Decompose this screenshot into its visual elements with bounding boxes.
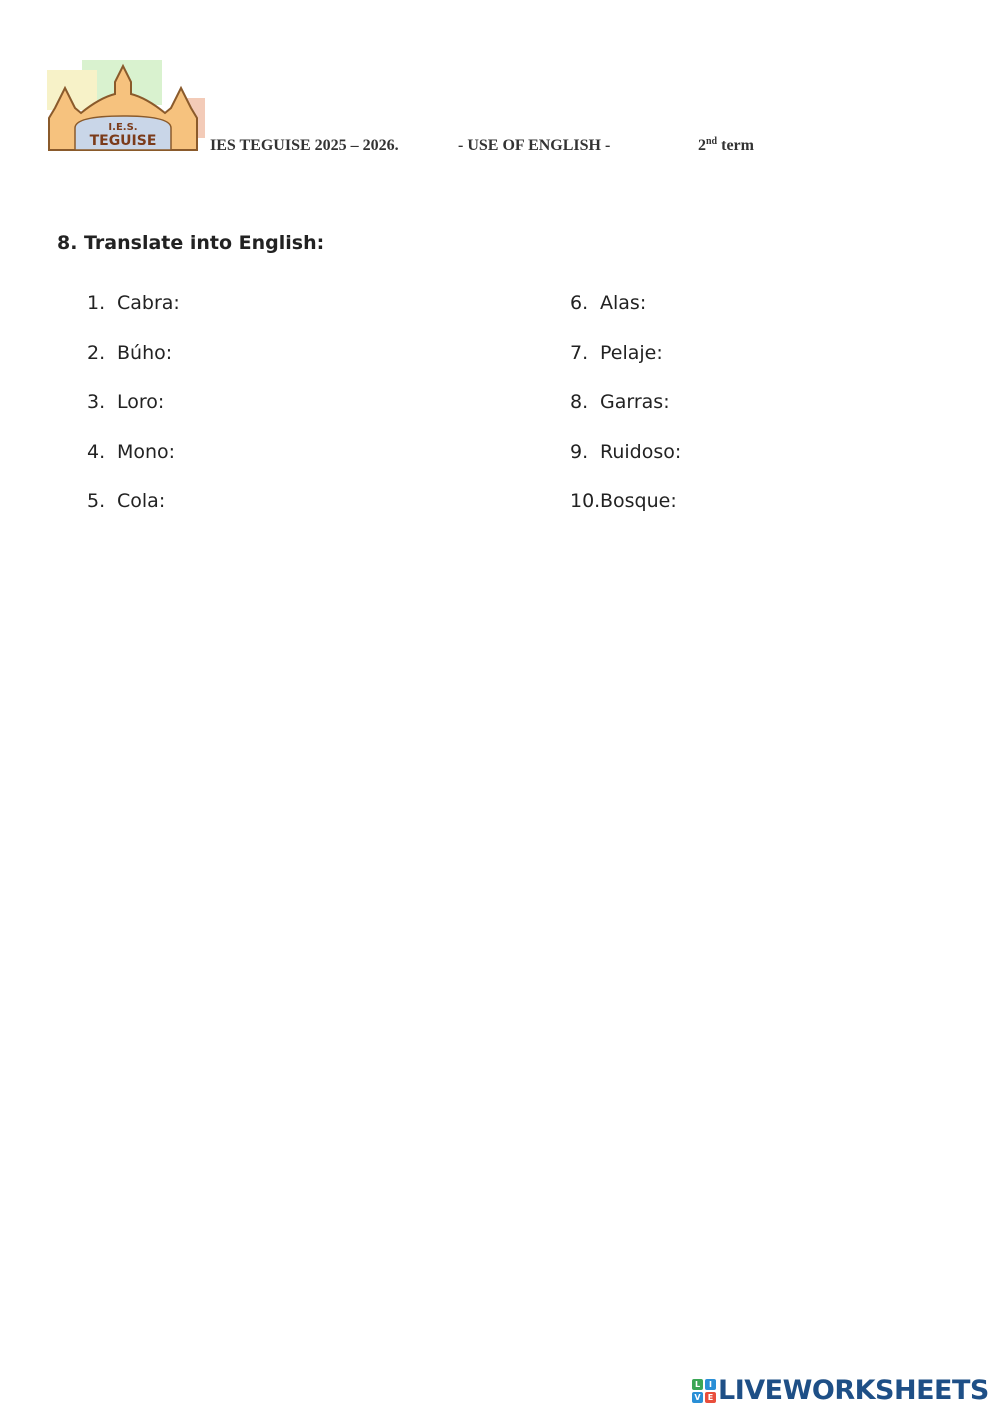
vocabulary-item [570, 342, 681, 392]
vocabulary-item [87, 342, 180, 392]
liveworksheets-icon [692, 1379, 716, 1403]
item-number: 2. [87, 341, 106, 364]
icon-letter: V [692, 1392, 703, 1403]
item-word: Cabra: [117, 292, 180, 314]
term-word: term [717, 137, 754, 154]
item-word: Mono: [117, 440, 176, 463]
vocabulary-item [87, 292, 180, 342]
item-number: 3. [87, 391, 106, 413]
item-word: Pelaje: [600, 341, 663, 364]
item-number: 1. [87, 292, 106, 314]
vocabulary-item [570, 292, 681, 342]
school-logo [45, 58, 208, 153]
item-number: 4. [87, 440, 106, 463]
subject-label: - USE OF ENGLISH - [458, 137, 611, 154]
item-word: Garras: [600, 391, 670, 413]
icon-letter: L [692, 1379, 703, 1390]
item-number: 6. [570, 292, 589, 314]
vocabulary-item [87, 490, 180, 540]
term-label [698, 137, 754, 155]
item-word: Cola: [117, 490, 166, 512]
item-number: 7. [570, 341, 589, 364]
item-word: Loro: [117, 391, 165, 413]
vocabulary-item [570, 490, 681, 540]
vocabulary-item [87, 391, 180, 441]
term-number: 2 [698, 137, 706, 154]
logo-text-bottom: TEGUISE [89, 133, 157, 149]
vocabulary-item [87, 441, 180, 491]
item-word: Búho: [117, 341, 173, 364]
item-word: Alas: [600, 292, 647, 314]
vocabulary-item [570, 441, 681, 491]
icon-letter: I [705, 1379, 716, 1390]
logo-text-top: I.E.S. [108, 122, 138, 133]
vocabulary-item [570, 391, 681, 441]
item-word: Ruidoso: [600, 440, 682, 463]
vocabulary-list-left [87, 292, 180, 540]
liveworksheets-wordmark: LIVEWORKSHEETS [718, 1375, 989, 1406]
exercise-title: 8. Translate into English: [57, 232, 325, 254]
item-number: 8. [570, 391, 589, 413]
term-suffix: nd [706, 136, 718, 147]
vocabulary-list-right [570, 292, 681, 540]
item-number: 10. [570, 490, 601, 512]
school-year-label: IES TEGUISE 2025 – 2026. [210, 137, 399, 154]
item-word: Bosque: [600, 490, 677, 512]
icon-letter: E [705, 1392, 716, 1403]
item-number: 5. [87, 490, 106, 512]
item-number: 9. [570, 440, 589, 463]
